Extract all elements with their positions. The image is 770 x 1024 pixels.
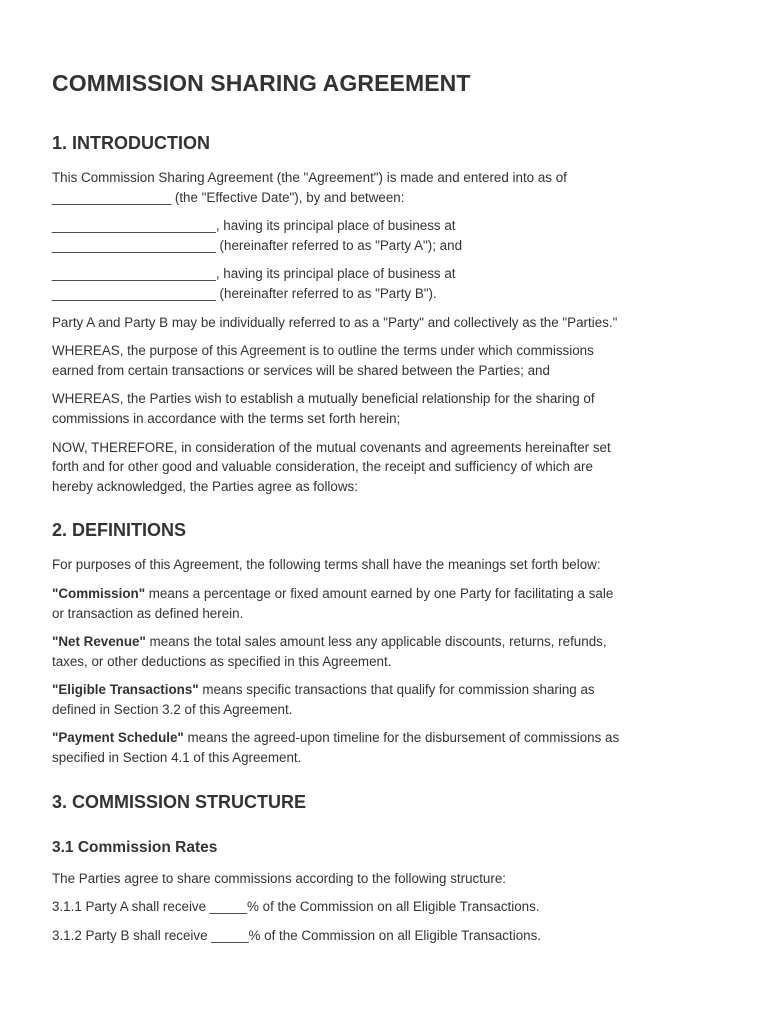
intro-paragraph: [52, 168, 718, 207]
section-heading-introduction: 1. INTRODUCTION: [52, 133, 211, 153]
commission-rate-party-a: 3.1.1 Party A shall receive _____% of the Commission on all Eligible Transactions.: [52, 899, 540, 915]
commission-rate-party-b: 3.1.2 Party B shall receive _____% of the Commission on all Eligible Transactions.: [52, 927, 542, 943]
definition-text-commission-2: or transaction as defined herein.: [52, 605, 244, 621]
whereas-purpose-line-1: WHEREAS, the purpose of this Agreement is to outline the terms under which commissions: [52, 343, 594, 359]
whereas-relationship-paragraph: [52, 389, 718, 428]
party-b-line-1: ______________________, having its principal place of business at: [52, 266, 456, 282]
definition-text-commission-1: means a percentage or fixed amount earned by one Party for facilitating a sale: [145, 585, 614, 601]
definition-net-revenue: [52, 632, 718, 671]
subsection-heading-commission-rates: 3.1 Commission Rates: [52, 838, 218, 856]
definition-text-net-revenue-2: taxes, or other deductions as specified in this Agreement.: [52, 653, 392, 669]
commission-rates-intro: The Parties agree to share commissions according to the following structure:: [52, 870, 507, 886]
party-a-line-2: ______________________ (hereinafter referred to as "Party A"); and: [52, 237, 463, 253]
definition-text-payment-2: specified in Section 4.1 of this Agreement.: [52, 750, 302, 766]
party-a-paragraph: [52, 216, 718, 255]
definitions-intro: For purposes of this Agreement, the following terms shall have the meanings set forth below:: [52, 557, 601, 573]
definition-term-commission: "Commission": [52, 585, 146, 601]
now-therefore-line-2: forth and for other good and valuable consideration, the receipt and sufficiency of which are: [52, 459, 593, 475]
intro-line-1: This Commission Sharing Agreement (the "Agreement") is made and entered into as of: [52, 170, 567, 185]
definition-term-payment-schedule: "Payment Schedule": [52, 730, 184, 746]
section-commission-structure: [52, 792, 718, 946]
section-heading-definitions: 2. DEFINITIONS: [52, 520, 187, 541]
document-title: COMMISSION SHARING AGREEMENT: [52, 70, 471, 96]
definition-text-net-revenue-1: means the total sales amount less any applicable discounts, returns, refunds,: [145, 634, 607, 650]
parties-paragraph: Party A and Party B may be individually referred to as a "Party" and collectively as the "Parties.": [52, 314, 618, 330]
whereas-relationship-line-1: WHEREAS, the Parties wish to establish a mutually beneficial relationship for the sharing of: [52, 391, 595, 407]
definition-text-eligible-1: means specific transactions that qualify for commission sharing as: [198, 682, 595, 698]
definition-term-eligible-transactions: "Eligible Transactions": [52, 682, 199, 698]
section-definitions: [52, 520, 718, 767]
now-therefore-paragraph: [52, 438, 718, 497]
now-therefore-line-3: hereby acknowledged, the Parties agree as follows:: [52, 478, 358, 494]
party-b-line-2: ______________________ (hereinafter referred to as "Party B").: [52, 285, 437, 301]
whereas-relationship-line-2: commissions in accordance with the terms set forth herein;: [52, 410, 401, 426]
whereas-purpose-line-2: earned from certain transactions or services will be shared between the Parties; and: [52, 362, 550, 378]
definition-payment-schedule: [52, 728, 718, 767]
whereas-purpose-paragraph: [52, 341, 718, 380]
definition-text-payment-1: means the agreed-upon timeline for the disbursement of commissions as: [183, 730, 620, 746]
now-therefore-line-1: NOW, THEREFORE, in consideration of the mutual covenants and agreements hereinafter set: [52, 439, 611, 455]
party-b-paragraph: [52, 264, 718, 303]
definition-text-eligible-2: defined in Section 3.2 of this Agreement.: [52, 701, 293, 717]
party-a-line-1: ______________________, having its principal place of business at: [52, 218, 456, 234]
definition-term-net-revenue: "Net Revenue": [52, 634, 146, 650]
definition-commission: [52, 584, 718, 623]
intro-line-2: ________________ (the "Effective Date"), by and between:: [52, 189, 405, 205]
section-introduction: [52, 133, 718, 496]
section-heading-commission-structure: 3. COMMISSION STRUCTURE: [52, 791, 307, 812]
definition-eligible-transactions: [52, 680, 718, 719]
